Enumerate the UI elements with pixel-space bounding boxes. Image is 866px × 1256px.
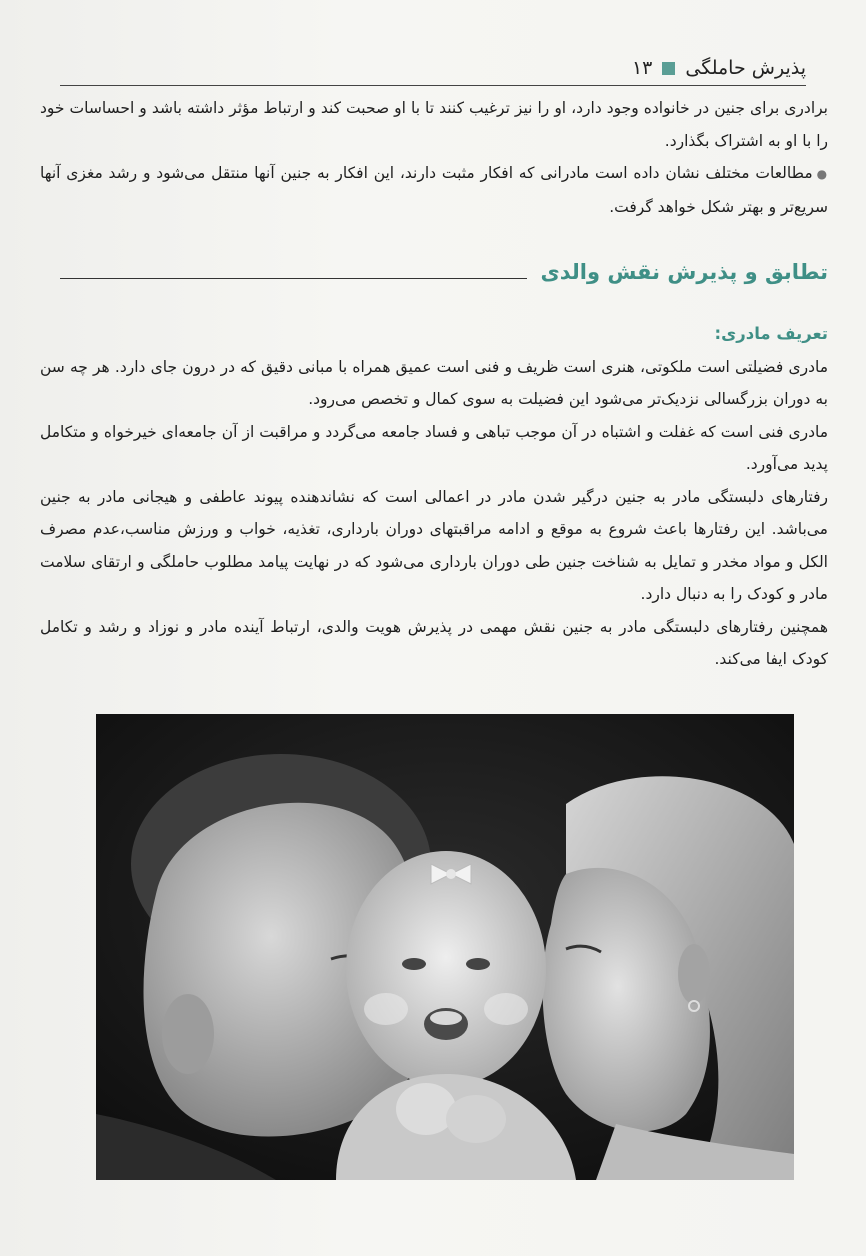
intro-text xyxy=(40,92,828,223)
family-photo-illustration xyxy=(96,714,794,1180)
running-header xyxy=(60,52,806,84)
section-title: تطابق و پذیرش نقش والدی xyxy=(540,260,828,284)
square-marker-icon xyxy=(662,62,675,75)
section-heading xyxy=(60,252,828,292)
paragraph: مادری فضیلتی است ملکوتی، هنری است ظریف و فنی است عمیق همراه با مبانی دقیق که در درون جای دارد. هر چه سن به دوران بزرگسالی نزدیک‌تر می‌شود این فضیلت به سوی کمال و تخصص می‌رود. xyxy=(40,357,828,408)
paragraph: مادری فنی است که غفلت و اشتباه در آن موجب تباهی و فساد جامعه می‌گردد و مراقبت از آن جامعه‌ای خیرخواه و متکامل پدید می‌آورد. xyxy=(40,422,828,473)
section-body xyxy=(40,318,828,676)
chapter-title: پذیرش حاملگی xyxy=(685,57,806,79)
header-divider xyxy=(60,85,806,86)
paragraph: برادری برای جنین در خانواده وجود دارد، او را نیز ترغیب کنند تا با او صحبت کند و ارتباط مؤثر داشته باشد و احساسات خود را با او به اشتراک بگذارد. xyxy=(40,99,828,150)
paragraph: رفتارهای دلبستگی مادر به جنین درگیر شدن مادر در اعمالی است که نشاندهنده پیوند عاطفی و هیجانی مادر به جنین می‌باشد. این رفتارها باعث شروع به موقع و ادامه مراقبتهای دوران بارداری، تغذیه، خواب و ورزش مناسب،عدم مصرف الکل و مواد مخدر و تمایل به شناخت جنین طی دوران بارداری می‌شود که در نهایت پیامد مطلوب حاملگی و ارتقای سلامت مادر و کودک را به دنبال دارد. xyxy=(40,487,828,603)
section-divider xyxy=(60,278,527,279)
bullet-text: مطالعات مختلف نشان داده است مادرانی که افکار مثبت دارند، این افکار به جنین آنها منتقل می‌شود و رشد مغزی آنها سریع‌تر و بهتر شکل خواهد گرفت. xyxy=(40,164,828,216)
page-number: ۱۳ xyxy=(631,57,653,79)
family-photo xyxy=(96,714,794,1180)
paragraph: همچنین رفتارهای دلبستگی مادر به جنین نقش مهمی در پذیرش هویت والدی، ارتباط آینده مادر و نوزاد و رشد و تکامل کودک ایفا می‌کند. xyxy=(40,617,828,668)
subheading: تعریف مادری: xyxy=(714,324,828,343)
bullet-paragraph xyxy=(40,157,828,223)
